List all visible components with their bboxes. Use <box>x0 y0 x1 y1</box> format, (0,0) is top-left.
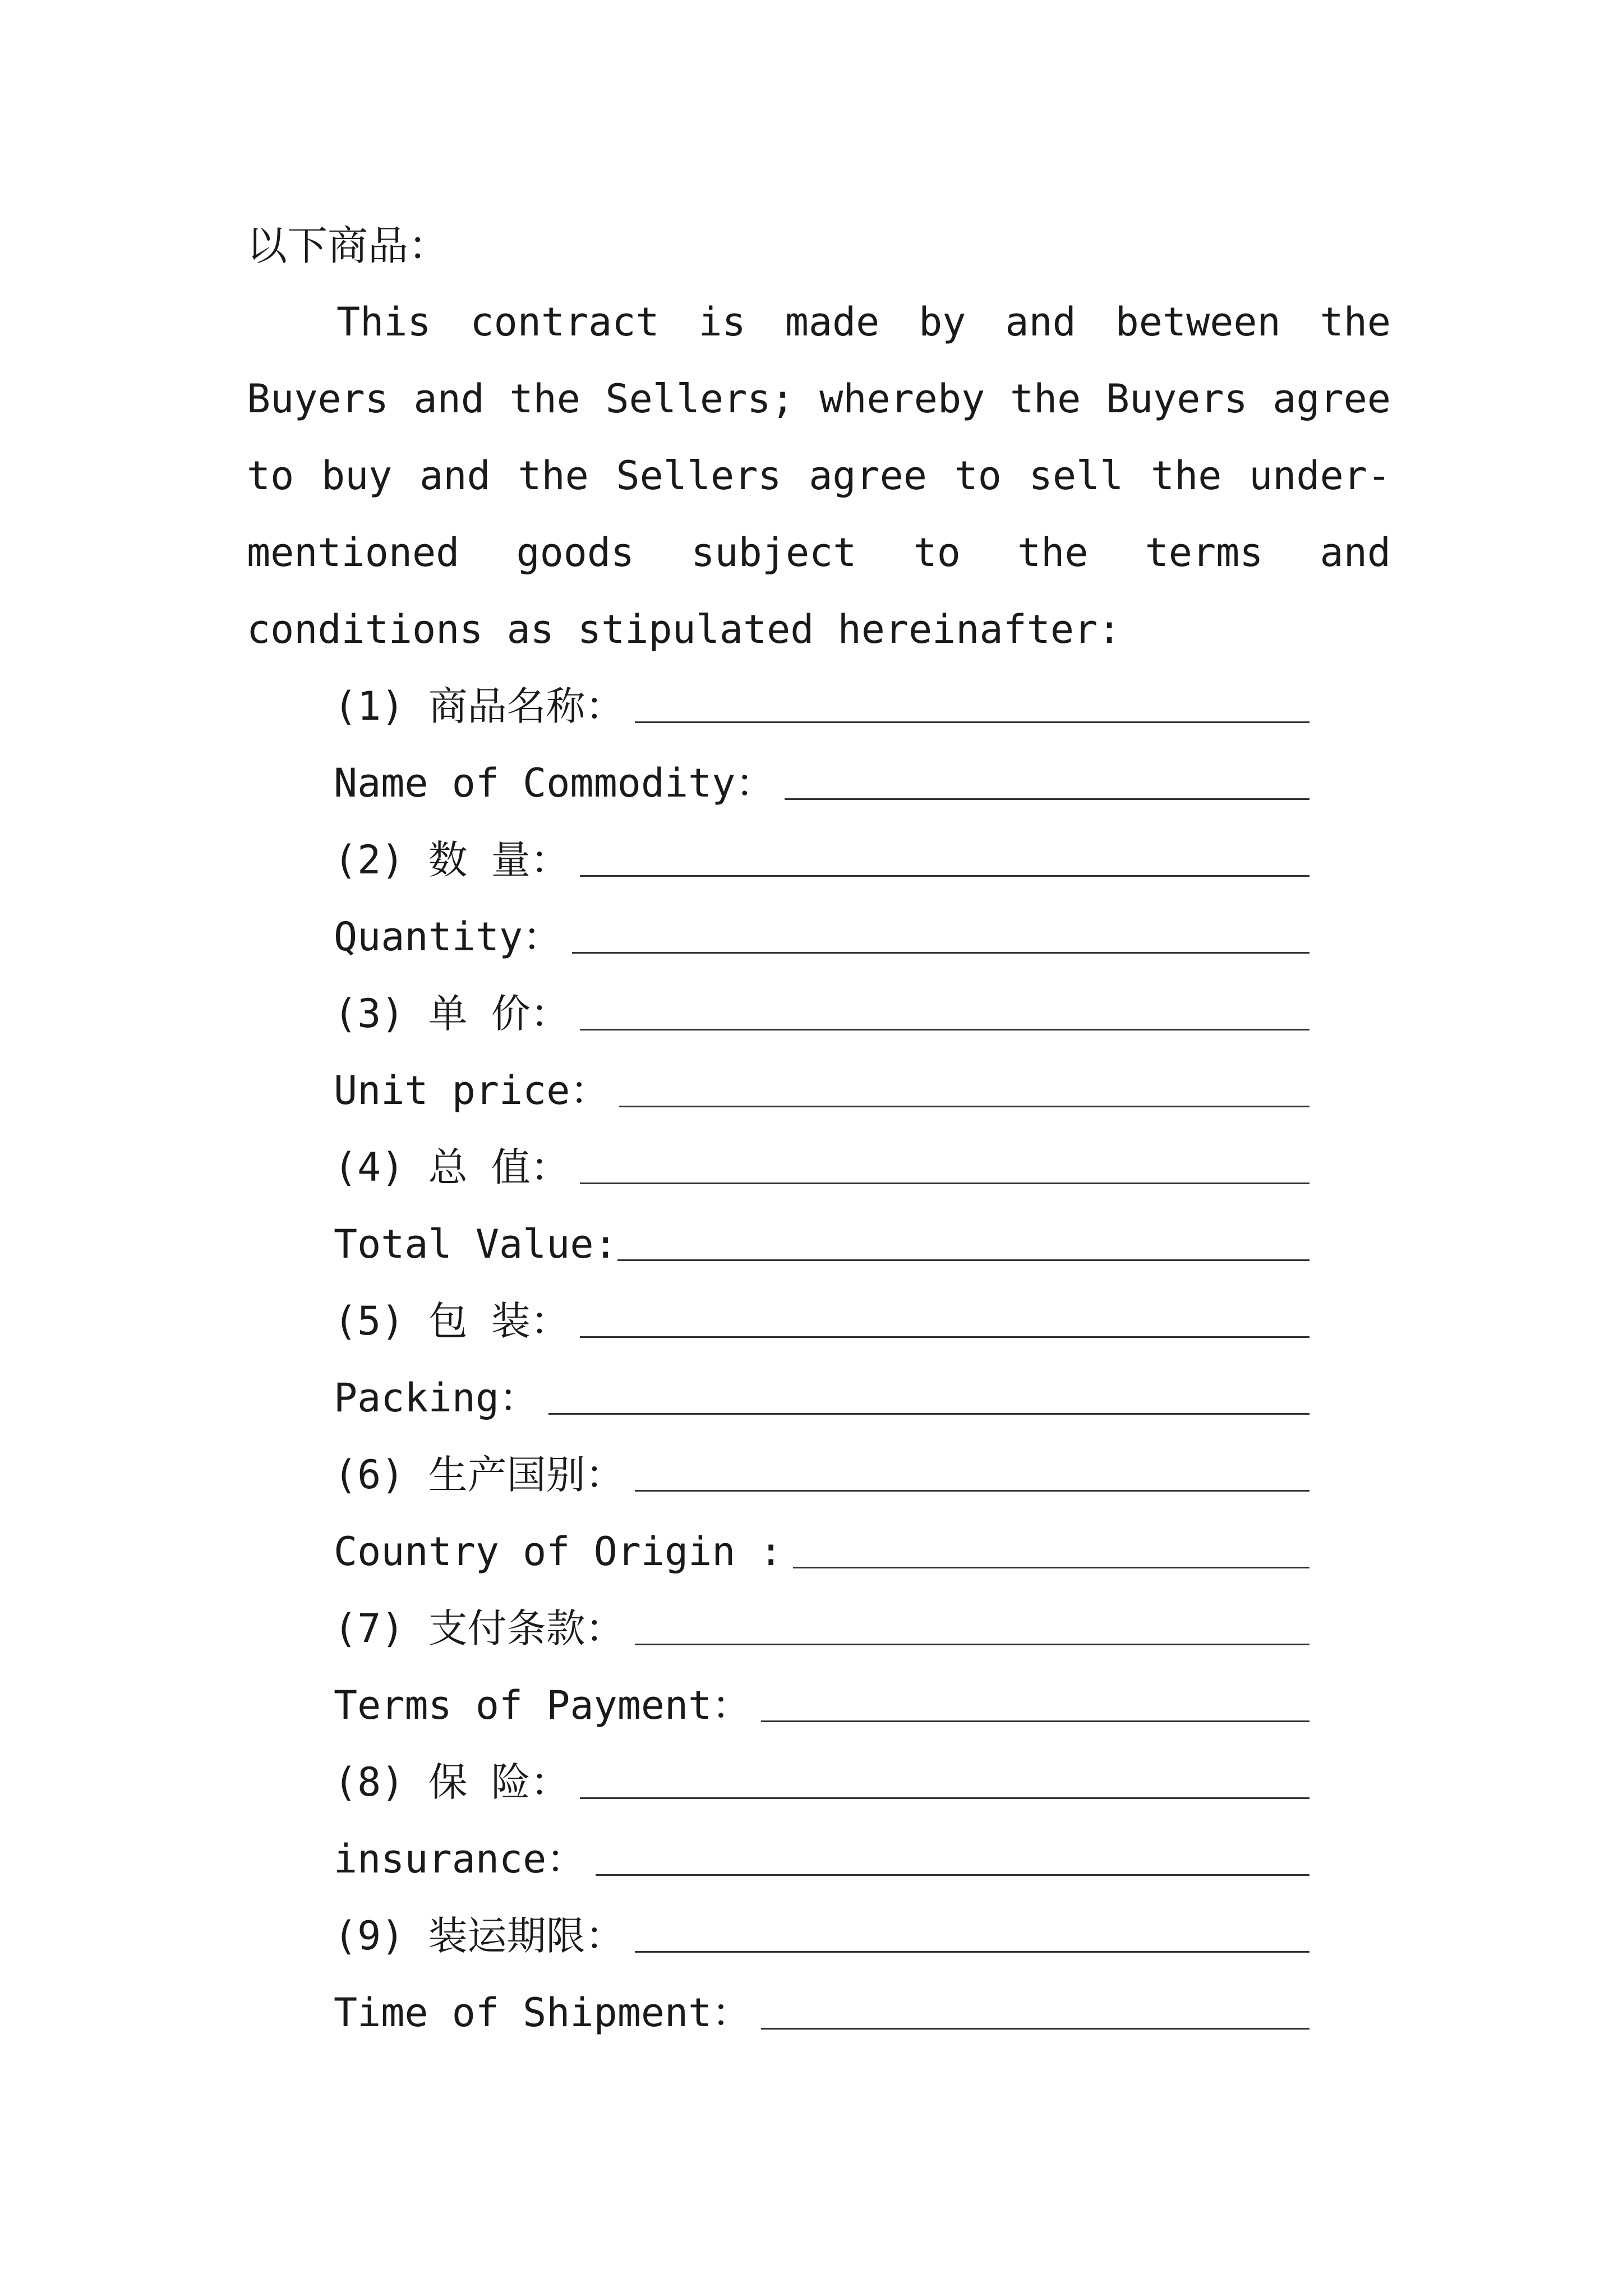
field-quantity-en <box>334 899 1310 976</box>
blank-line <box>761 1680 1310 1722</box>
field-label: (1) 商品名称： <box>334 683 625 729</box>
blank-line <box>635 681 1310 723</box>
blank-line <box>596 1834 1310 1876</box>
field-unit-price-cn <box>334 976 1310 1052</box>
field-insurance-cn <box>334 1744 1310 1821</box>
field-label: (5) 包 装： <box>334 1298 570 1344</box>
field-insurance-en <box>334 1821 1310 1898</box>
field-shipment-time-cn <box>334 1898 1310 1975</box>
blank-line <box>580 835 1310 877</box>
field-label: (6) 生产国别： <box>334 1452 625 1498</box>
blank-line <box>785 758 1310 800</box>
blank-line <box>572 912 1310 954</box>
field-label: Terms of Payment： <box>334 1682 751 1728</box>
contract-fields <box>247 668 1391 2051</box>
field-label: (4) 总 值： <box>334 1144 570 1190</box>
field-label: Unit price： <box>334 1068 610 1114</box>
blank-line <box>635 1450 1310 1492</box>
field-label: insurance： <box>334 1836 586 1882</box>
blank-line <box>617 1219 1310 1261</box>
field-packing-en <box>334 1360 1310 1437</box>
field-quantity-cn <box>334 822 1310 899</box>
field-commodity-name-en <box>334 745 1310 822</box>
blank-line <box>635 1911 1310 1953</box>
field-commodity-name-cn <box>334 668 1310 745</box>
field-label: Time of Shipment： <box>334 1990 751 2036</box>
field-label: Packing： <box>334 1375 539 1421</box>
blank-line <box>793 1526 1310 1568</box>
field-label: (3) 单 价： <box>334 991 570 1037</box>
field-label: (7) 支付条款： <box>334 1605 625 1651</box>
field-total-value-cn <box>334 1129 1310 1206</box>
blank-line <box>619 1065 1310 1107</box>
field-label: Total Value: <box>334 1221 617 1267</box>
field-label: (2) 数 量： <box>334 837 570 883</box>
field-label: Country of Origin : <box>334 1529 783 1575</box>
field-label: (8) 保 险： <box>334 1759 570 1805</box>
field-total-value-en <box>334 1206 1310 1283</box>
field-unit-price-en <box>334 1052 1310 1129</box>
blank-line <box>548 1373 1310 1415</box>
field-packing-cn <box>334 1283 1310 1360</box>
field-country-of-origin-cn <box>334 1437 1310 1513</box>
blank-line <box>635 1603 1310 1645</box>
blank-line <box>580 1757 1310 1799</box>
blank-line <box>580 988 1310 1030</box>
field-payment-terms-en <box>334 1667 1310 1744</box>
section-heading: 以下商品： <box>247 222 449 269</box>
field-label: (9) 装运期限： <box>334 1913 625 1959</box>
field-shipment-time-en <box>334 1975 1310 2051</box>
contract-body <box>247 208 1391 2051</box>
field-label: Name of Commodity： <box>334 760 775 806</box>
blank-line <box>580 1142 1310 1184</box>
field-label: Quantity： <box>334 914 562 960</box>
blank-line <box>761 1987 1310 2030</box>
intro-paragraph: This contract is made by and between the Buyers and the Sellers; whereby the Buyers agree to buy and the Sellers agree to sell the under-mentioned goods subject to the terms and conditions as stipulated hereinafter: <box>247 299 1391 652</box>
field-payment-terms-cn <box>334 1590 1310 1667</box>
field-country-of-origin-en <box>334 1513 1310 1590</box>
blank-line <box>580 1296 1310 1338</box>
